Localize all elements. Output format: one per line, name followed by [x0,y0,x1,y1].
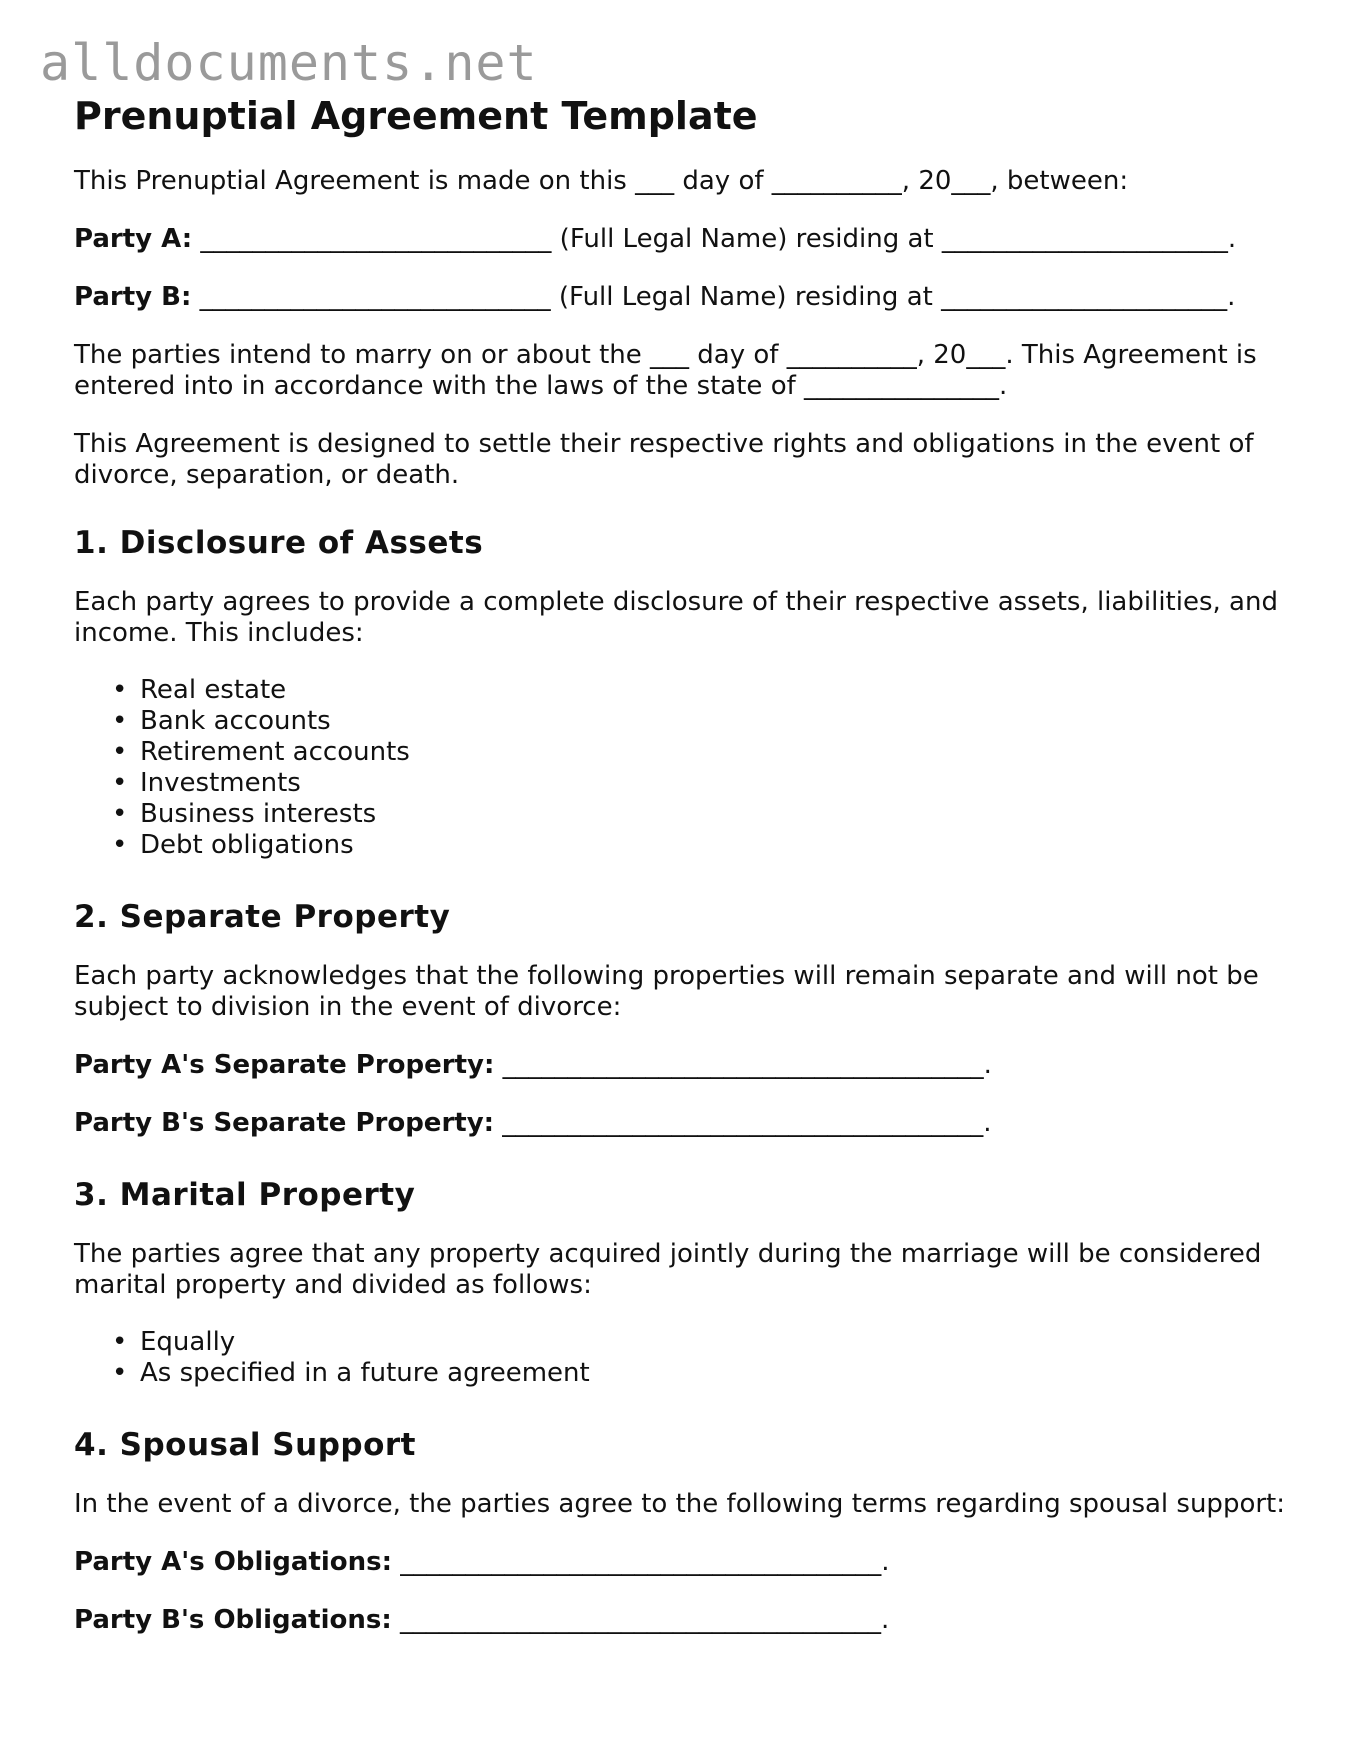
bullet-icon: • [112,737,128,767]
bullet-icon: • [112,830,128,860]
section-body: In the event of a divorce, the parties agree to the following terms regarding spousal support: [74,1489,1285,1519]
purpose-paragraph: This Agreement is designed to settle their respective rights and obligations in the event of divorce, separation, or death. [74,429,1254,490]
party-b-separate-property-line: Party B's Separate Property: _____________________________________. [74,1108,992,1138]
list-item: • Retirement accounts [112,737,410,767]
section-heading: 1. Disclosure of Assets [74,525,484,561]
bullet-icon: • [112,706,128,736]
list-item: • Real estate [112,675,287,705]
list-item: • Business interests [112,799,377,829]
list-item: • Bank accounts [112,706,331,736]
section-heading: 3. Marital Property [74,1177,416,1213]
bullet-icon: • [112,768,128,798]
party-a-label: Party A: [74,224,193,254]
asset-list [74,675,1294,861]
section-body: The parties agree that any property acquired jointly during the marriage will be considered marital property and divided as follows: [74,1239,1262,1300]
bullet-icon: • [112,1358,128,1388]
marriage-paragraph: The parties intend to marry on or about the ___ day of __________, 20___. This Agreement is entered into in accordance with the laws of the state of _______________. [74,340,1257,401]
party-a-separate-property-line: Party A's Separate Property: _____________________________________. [74,1050,992,1080]
list-item: • Debt obligations [112,830,354,860]
section-body: Each party agrees to provide a complete disclosure of their respective assets, liabilities, and income. This includes: [74,587,1278,648]
bullet-icon: • [112,799,128,829]
party-a-text: ___________________________ (Full Legal Name) residing at ______________________. [192,224,1237,254]
bullet-icon: • [112,1327,128,1357]
document [74,94,1294,1636]
section-heading: 4. Spousal Support [74,1427,416,1463]
party-b-line [74,282,1294,313]
watermark: alldocuments.net [40,34,538,92]
list-item: • Equally [112,1327,236,1357]
division-list [74,1327,1294,1389]
party-a-line [74,224,1294,255]
list-item: • Investments [112,768,301,798]
intro-paragraph: This Prenuptial Agreement is made on this ___ day of __________, 20___, between: [74,166,1129,196]
section-heading: 2. Separate Property [74,899,451,935]
party-a-obligations-line: Party A's Obligations: _____________________________________. [74,1547,890,1577]
party-b-obligations-line: Party B's Obligations: _____________________________________. [74,1605,890,1635]
party-b-label: Party B: [74,282,192,312]
party-b-text: ___________________________ (Full Legal Name) residing at ______________________. [191,282,1236,312]
list-item: • As specified in a future agreement [112,1358,590,1388]
section-body: Each party acknowledges that the following properties will remain separate and will not be subject to division in the event of divorce: [74,961,1259,1022]
page-title: Prenuptial Agreement Template [74,94,758,138]
bullet-icon: • [112,675,128,705]
